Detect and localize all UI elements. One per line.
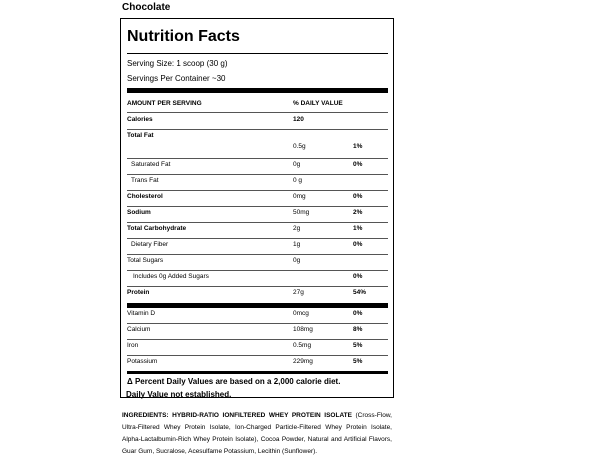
nutrient-dv: 54% [353, 289, 367, 296]
nutrient-dv: 2% [353, 209, 363, 216]
nutrient-name: Cholesterol [127, 193, 163, 200]
nutrient-row-calories [127, 114, 388, 130]
amount-header: AMOUNT PER SERVING [127, 100, 202, 107]
vitamin-dv: 0% [353, 310, 363, 317]
nutrient-amount: 120 [293, 116, 304, 123]
nutrient-name: Sodium [127, 209, 151, 216]
nutrient-row-total-fat [127, 130, 388, 138]
nutrient-dv: 0% [353, 241, 363, 248]
nutrient-row-total-sugars [127, 255, 388, 271]
thick-divider [127, 88, 388, 93]
footnote-divider [127, 371, 388, 374]
vitamin-row-calcium [127, 324, 388, 340]
nutrient-row-sodium [127, 207, 388, 223]
nutrient-row-added-sugars [127, 271, 388, 287]
nutrient-name: Dietary Fiber [131, 241, 169, 248]
nutrient-name: Calories [127, 116, 153, 123]
nutrient-amount: 27g [293, 289, 304, 296]
vitamin-amount: 0.5mg [293, 342, 312, 349]
nutrient-row-saturated-fat [127, 159, 388, 175]
nutrient-row-trans-fat [127, 175, 388, 191]
daily-value-header: % DAILY VALUE [293, 100, 343, 107]
nutrient-name: Total Sugars [127, 257, 164, 264]
nutrient-dv: 1% [353, 143, 363, 150]
footnote-not-established: Daily Value not established. [126, 390, 232, 399]
vitamin-name: Iron [127, 342, 139, 349]
ingredients-statement [122, 410, 392, 458]
nutrient-dv: 1% [353, 225, 363, 232]
header-rule [127, 112, 388, 113]
nutrient-amount: 0g [293, 257, 301, 264]
nutrient-amount: 0.5g [293, 143, 306, 150]
vitamin-amount: 0mcg [293, 310, 309, 317]
nutrient-name: Trans Fat [131, 177, 159, 184]
nutrient-amount: 0 g [293, 177, 303, 184]
nutrient-name: Total Carbohydrate [127, 225, 187, 232]
ingredients-text: (Cross-Flow, Ultra-Filtered Whey Protein Isolate, Ion-Charged Particle-Filtered Whey Protein Isolate, Alpha-Lactalbumin-Rich Whey Protein Isolate), Cocoa Powder, Natural and Artificial Flavors, Guar Gum, Sucralose, Acesulfame Potassium, Lecithin (Sunflower). [122, 412, 392, 455]
vitamin-name: Vitamin D [127, 310, 156, 317]
vitamin-dv: 5% [353, 342, 363, 349]
nutrient-dv: 0% [353, 193, 363, 200]
nutrient-row-dietary-fiber [127, 239, 388, 255]
nutrient-name: Includes 0g Added Sugars [133, 273, 209, 280]
nutrient-amount: 0mg [293, 193, 306, 200]
nutrient-amount: 50mg [293, 209, 310, 216]
serving-size: Serving Size: 1 scoop (30 g) [127, 59, 228, 68]
nutrient-row-cholesterol [127, 191, 388, 207]
nutrient-dv: 0% [353, 273, 363, 280]
nutrient-row-total-fat-values [127, 138, 388, 159]
vitamin-row-iron [127, 340, 388, 356]
vitamin-amount: 108mg [293, 326, 313, 333]
vitamin-name: Calcium [127, 326, 151, 333]
nutrient-name: Protein [127, 289, 150, 296]
vitamin-row-vitamin-d [127, 308, 388, 324]
title-rule [127, 53, 388, 54]
vitamin-name: Potassium [127, 358, 158, 365]
nutrient-dv: 0% [353, 161, 363, 168]
nutrition-facts-panel [120, 18, 394, 398]
nutrient-name: Total Fat [127, 132, 154, 139]
panel-title: Nutrition Facts [127, 28, 240, 45]
footnote-daily-values: Δ Percent Daily Values are based on a 2,000 calorie diet. [127, 377, 341, 386]
ingredients-label: INGREDIENTS: HYBRID-RATIO IONFILTERED WHEY PROTEIN ISOLATE [122, 412, 352, 419]
nutrient-amount: 2g [293, 225, 301, 232]
nutrient-name: Saturated Fat [131, 161, 171, 168]
nutrient-row-total-carbohydrate [127, 223, 388, 239]
vitamin-dv: 5% [353, 358, 363, 365]
nutrient-amount: 1g [293, 241, 301, 248]
vitamin-row-potassium [127, 356, 388, 372]
vitamin-amount: 229mg [293, 358, 313, 365]
flavor-label: Chocolate [122, 2, 171, 13]
servings-per-container: Servings Per Container ~30 [127, 74, 226, 83]
vitamin-dv: 8% [353, 326, 363, 333]
nutrient-amount: 0g [293, 161, 301, 168]
nutrient-row-protein [127, 287, 388, 303]
